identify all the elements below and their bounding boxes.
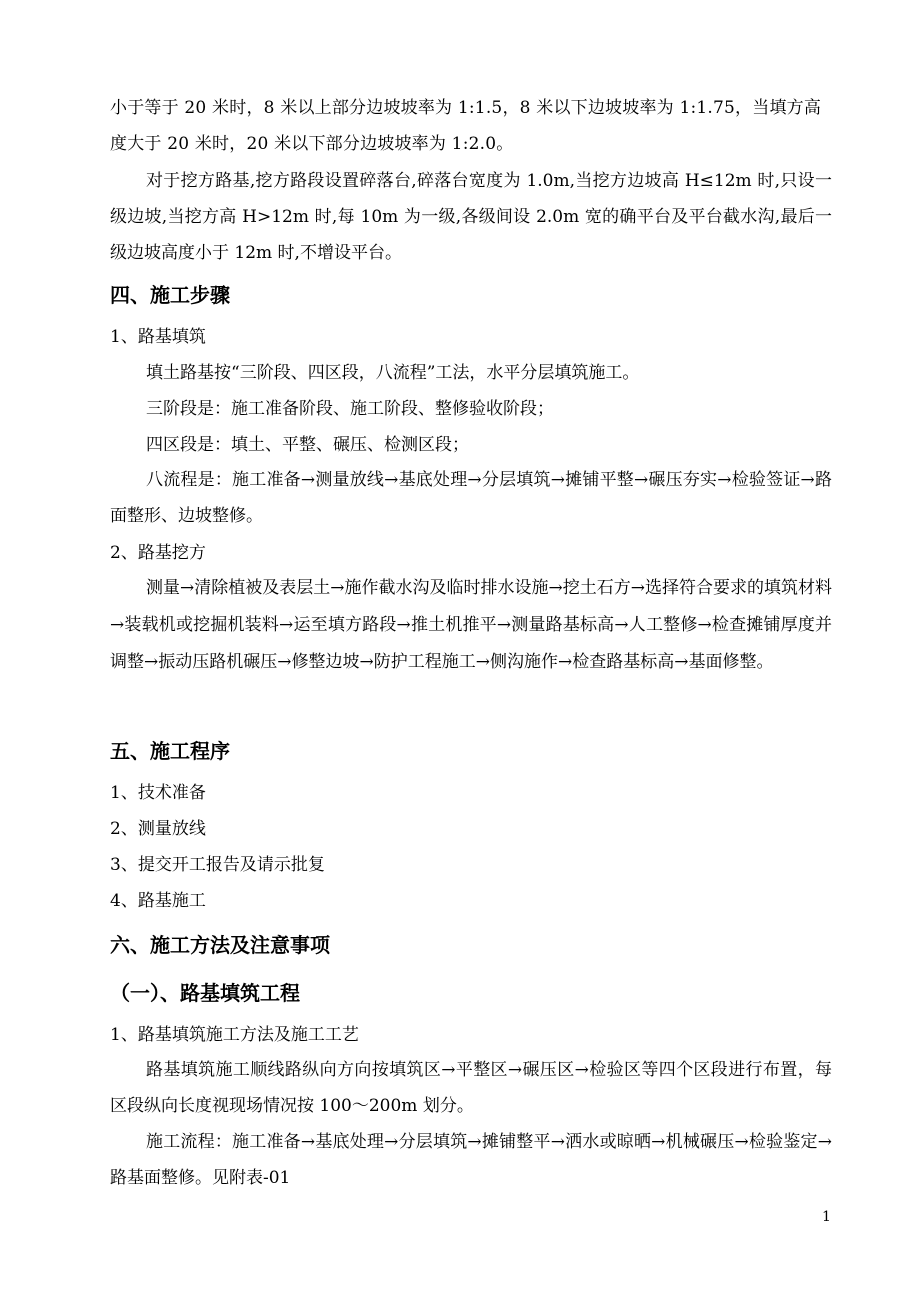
section-6-heading: 六、施工方法及注意事项	[110, 933, 330, 957]
section-6-item-1: 1、路基填筑施工方法及施工工艺	[110, 1025, 359, 1045]
slope-text-line-2: 度大于 20 米时，20 米以下部分边坡坡率为 1:2.0。	[110, 134, 514, 154]
slope-text-line-1: 小于等于 20 米时，8 米以上部分边坡坡率为 1:1.5，8 米以下边坡坡率为 1:1.75，当填方高	[110, 98, 822, 118]
page-number: 1	[822, 1209, 831, 1225]
excavation-process-paragraph: 测量→清除植被及表层土→施作截水沟及临时排水设施→挖土石方→选择符合要求的填筑材料→装载机或挖掘机装料→运至填方路段→推土机推平→测量路基标高→人工整修→检查摊铺厚度并调整→振动压路机碾压→修整边坡→防护工程施工→侧沟施作→检查路基标高→基面修整。	[110, 578, 832, 672]
fill-four-zones: 四区段是：填土、平整、碾压、检测区段；	[146, 435, 469, 455]
procedure-item-4: 4、路基施工	[110, 891, 206, 911]
section-4-item-1: 1、路基填筑	[110, 327, 206, 347]
section-4-item-2: 2、路基挖方	[110, 543, 206, 563]
fill-layout-paragraph: 路基填筑施工顺线路纵向方向按填筑区→平整区→碾压区→检验区等四个区段进行布置，每区段纵向长度视现场情况按 100～200m 划分。	[110, 1060, 832, 1116]
section-6-subheading: （一）、路基填筑工程	[110, 981, 300, 1005]
construction-flow-paragraph: 施工流程：施工准备→基底处理→分层填筑→摊铺整平→洒水或晾晒→机械碾压→检验鉴定→路基面整修。见附表-01	[110, 1132, 832, 1188]
cut-slope-paragraph: 对于挖方路基,挖方路段设置碎落台,碎落台宽度为 1.0m,当挖方边坡高 H≤12m 时,只设一级边坡,当挖方高 H>12m 时,每 10m 为一级,各级间设 2.0m 宽的确平台及平台截水沟,最后一级边坡高度小于 12m 时,不增设平台。	[110, 171, 832, 263]
fill-eight-process-paragraph: 八流程是：施工准备→测量放线→基底处理→分层填筑→摊铺平整→碾压夯实→检验签证→路面整形、边坡整修。	[110, 470, 832, 526]
procedure-item-2: 2、测量放线	[110, 819, 206, 839]
fill-three-stages: 三阶段是：施工准备阶段、施工阶段、整修验收阶段；	[146, 399, 554, 419]
procedure-item-3: 3、提交开工报告及请示批复	[110, 855, 325, 875]
section-4-heading: 四、施工步骤	[110, 283, 230, 307]
section-5-heading: 五、施工程序	[110, 739, 230, 763]
fill-method-intro: 填土路基按“三阶段、四区段，八流程”工法，水平分层填筑施工。	[146, 363, 640, 383]
procedure-item-1: 1、技术准备	[110, 783, 206, 803]
